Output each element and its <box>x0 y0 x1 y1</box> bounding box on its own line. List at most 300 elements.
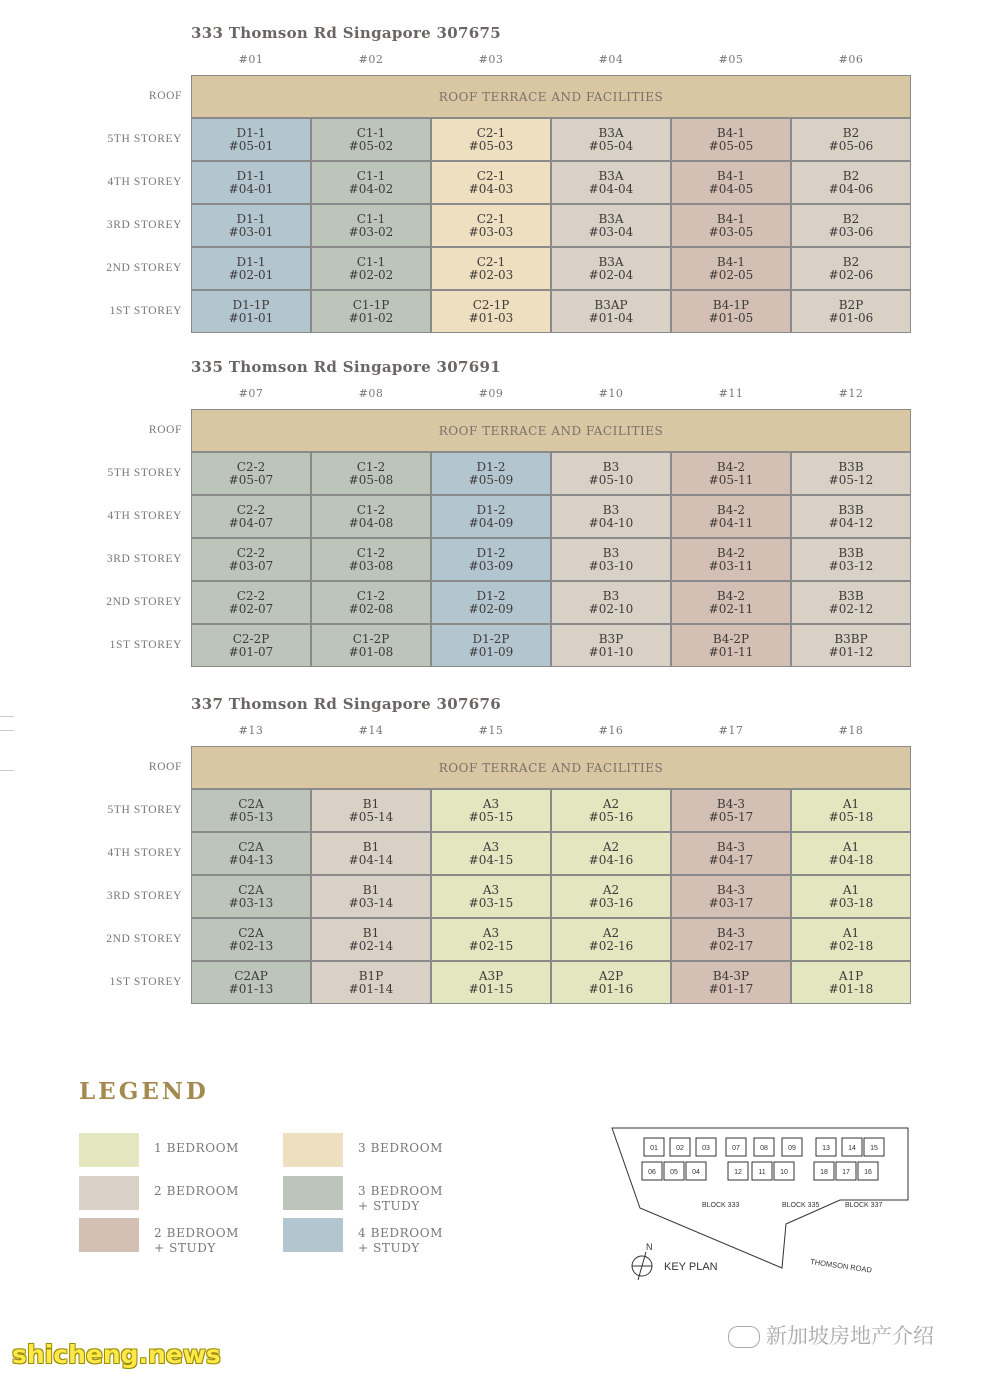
legend-swatch <box>79 1176 139 1210</box>
unit-type: C1-1P <box>352 297 390 312</box>
unit-number: #04-18 <box>828 852 874 867</box>
unit-cell <box>311 624 431 667</box>
wechat-icon <box>728 1326 760 1348</box>
unit-type: B3 <box>602 502 620 517</box>
unit-number: #02-05 <box>708 267 754 282</box>
unit-cell <box>191 204 311 247</box>
unit-cell <box>551 290 671 333</box>
stack-header: #12 <box>838 387 864 400</box>
unit-number: #04-10 <box>588 515 634 530</box>
unit-cell <box>551 789 671 832</box>
storey-label: 3RD STOREY <box>106 553 182 565</box>
unit-number: #03-08 <box>348 558 394 573</box>
unit-type: B4-1P <box>712 297 750 312</box>
unit-type: B4-2 <box>716 545 746 560</box>
unit-cell <box>431 118 551 161</box>
unit-number: #02-13 <box>228 938 274 953</box>
legend-label <box>154 1141 239 1156</box>
thomson-road-label: THOMSON ROAD <box>809 1257 873 1275</box>
unit-type: C2-2P <box>232 631 270 646</box>
unit-number: #02-01 <box>228 267 274 282</box>
stack-header: #13 <box>238 724 264 737</box>
storey-label: 2ND STOREY <box>106 933 182 945</box>
unit-type: A3 <box>482 925 500 940</box>
legend-label-line1: 4 BEDROOM <box>358 1226 444 1240</box>
unit-number: #02-11 <box>708 601 754 616</box>
key-plan-unit-label: 08 <box>760 1145 768 1152</box>
legend-label-line1: 1 BEDROOM <box>154 1141 240 1155</box>
unit-number: #05-03 <box>468 138 514 153</box>
legend-label <box>358 1226 443 1256</box>
unit-number: #05-05 <box>708 138 754 153</box>
legend-label <box>154 1184 239 1199</box>
unit-cell <box>191 495 311 538</box>
unit-number: #01-09 <box>468 644 514 659</box>
unit-cell <box>671 204 791 247</box>
unit-type: B4-3 <box>716 882 746 897</box>
unit-number: #04-14 <box>348 852 394 867</box>
unit-type: D1-1P <box>232 297 270 312</box>
unit-number: #02-12 <box>828 601 874 616</box>
unit-cell <box>311 875 431 918</box>
unit-type: A2 <box>602 796 620 811</box>
unit-number: #05-02 <box>348 138 394 153</box>
unit-cell <box>551 495 671 538</box>
unit-number: #05-12 <box>828 472 874 487</box>
legend-swatch <box>283 1176 343 1210</box>
unit-cell <box>311 789 431 832</box>
unit-type: B4-1 <box>716 125 746 140</box>
unit-number: #03-09 <box>468 558 514 573</box>
unit-number: #05-10 <box>588 472 634 487</box>
unit-cell <box>671 581 791 624</box>
storey-label: 5TH STOREY <box>107 467 182 479</box>
unit-type: B4-2 <box>716 588 746 603</box>
legend-label-line1: 2 BEDROOM <box>154 1226 240 1240</box>
unit-type: C2-2 <box>236 545 266 560</box>
unit-number: #01-02 <box>348 310 394 325</box>
unit-number: #01-16 <box>588 981 634 996</box>
unit-number: #01-04 <box>588 310 634 325</box>
unit-cell <box>791 247 911 290</box>
unit-type: B2 <box>842 125 860 140</box>
unit-number: #02-02 <box>348 267 394 282</box>
unit-number: #02-07 <box>228 601 274 616</box>
unit-cell <box>671 832 791 875</box>
unit-cell <box>671 961 791 1004</box>
unit-type: C1-1 <box>356 125 386 140</box>
legend-label-line1: 3 BEDROOM <box>358 1184 444 1198</box>
unit-number: #04-11 <box>708 515 754 530</box>
unit-number: #01-05 <box>708 310 754 325</box>
unit-cell <box>431 789 551 832</box>
unit-cell <box>311 452 431 495</box>
unit-type: C1-2 <box>356 545 386 560</box>
key-plan-block-335: BLOCK 335 <box>782 1202 820 1209</box>
unit-cell <box>551 875 671 918</box>
unit-number: #03-01 <box>228 224 274 239</box>
roof-terrace: ROOF TERRACE AND FACILITIES <box>191 75 911 118</box>
unit-type: B1 <box>362 839 380 854</box>
roof-terrace: ROOF TERRACE AND FACILITIES <box>191 409 911 452</box>
unit-type: D1-2P <box>472 631 510 646</box>
legend-label-line2: + STUDY <box>154 1241 216 1255</box>
key-plan-unit-label: 11 <box>758 1169 766 1176</box>
unit-type: B3A <box>598 125 624 140</box>
storey-label: ROOF <box>148 761 182 773</box>
unit-number: #05-14 <box>348 809 394 824</box>
unit-cell <box>671 118 791 161</box>
unit-type: B2 <box>842 168 860 183</box>
unit-cell <box>791 581 911 624</box>
stack-header: #06 <box>838 53 864 66</box>
unit-type: C1-1 <box>356 168 386 183</box>
unit-type: C1-1 <box>356 211 386 226</box>
unit-number: #01-17 <box>708 981 754 996</box>
unit-type: C2A <box>238 925 264 940</box>
unit-number: #04-07 <box>228 515 274 530</box>
unit-number: #02-16 <box>588 938 634 953</box>
unit-cell <box>551 624 671 667</box>
unit-type: A1P <box>838 968 864 983</box>
unit-number: #01-14 <box>348 981 394 996</box>
unit-cell <box>431 161 551 204</box>
edge-mark <box>0 770 14 771</box>
unit-type: B4-1 <box>716 168 746 183</box>
unit-number: #01-10 <box>588 644 634 659</box>
stack-header: #03 <box>478 53 504 66</box>
unit-cell <box>191 452 311 495</box>
unit-cell <box>311 918 431 961</box>
unit-cell <box>191 624 311 667</box>
storey-label: 4TH STOREY <box>107 176 182 188</box>
stack-header: #11 <box>718 387 744 400</box>
legend-swatch <box>79 1218 139 1252</box>
unit-cell <box>191 538 311 581</box>
unit-cell <box>791 538 911 581</box>
storey-label: 5TH STOREY <box>107 804 182 816</box>
unit-number: #03-12 <box>828 558 874 573</box>
key-plan-unit-label: 15 <box>870 1145 878 1152</box>
unit-number: #04-16 <box>588 852 634 867</box>
unit-number: #03-10 <box>588 558 634 573</box>
storey-label: ROOF <box>148 90 182 102</box>
unit-number: #05-04 <box>588 138 634 153</box>
key-plan-unit-label: 12 <box>734 1169 742 1176</box>
key-plan-unit-label: 03 <box>702 1145 710 1152</box>
unit-cell <box>791 832 911 875</box>
unit-type: D1-1 <box>236 254 266 269</box>
edge-mark <box>0 716 14 717</box>
unit-cell <box>191 161 311 204</box>
unit-number: #01-03 <box>468 310 514 325</box>
stack-header: #01 <box>238 53 264 66</box>
unit-cell <box>191 789 311 832</box>
unit-type: C1-2P <box>352 631 390 646</box>
unit-type: B4-3P <box>712 968 750 983</box>
unit-type: B3A <box>598 211 624 226</box>
unit-type: B3B <box>838 588 864 603</box>
unit-cell <box>431 452 551 495</box>
stack-header: #18 <box>838 724 864 737</box>
legend-label-line2: + STUDY <box>358 1199 420 1213</box>
unit-cell <box>311 204 431 247</box>
unit-cell <box>791 495 911 538</box>
unit-cell <box>431 961 551 1004</box>
legend-title: LEGEND <box>79 1078 209 1105</box>
legend-label <box>154 1226 239 1256</box>
unit-cell <box>311 118 431 161</box>
unit-cell <box>431 918 551 961</box>
storey-label: ROOF <box>148 424 182 436</box>
unit-cell <box>311 538 431 581</box>
storey-label: 2ND STOREY <box>106 262 182 274</box>
stack-header: #08 <box>358 387 384 400</box>
key-plan-block-333: BLOCK 333 <box>702 1202 740 1209</box>
unit-type: B4-2P <box>712 631 750 646</box>
storey-label: 3RD STOREY <box>106 219 182 231</box>
north-label: N <box>646 1242 653 1252</box>
unit-type: D1-2 <box>476 588 506 603</box>
unit-cell <box>671 875 791 918</box>
unit-cell <box>311 290 431 333</box>
unit-number: #03-06 <box>828 224 874 239</box>
unit-number: #03-18 <box>828 895 874 910</box>
unit-type: C2-1 <box>476 168 506 183</box>
key-plan-unit-label: 13 <box>822 1145 830 1152</box>
storey-label: 4TH STOREY <box>107 847 182 859</box>
unit-cell <box>191 118 311 161</box>
unit-type: A1 <box>842 925 860 940</box>
unit-type: C2-1P <box>472 297 510 312</box>
unit-type: B1 <box>362 796 380 811</box>
unit-cell <box>551 581 671 624</box>
unit-number: #01-12 <box>828 644 874 659</box>
unit-cell <box>191 961 311 1004</box>
stack-header: #17 <box>718 724 744 737</box>
block-title: 333 Thomson Rd Singapore 307675 <box>191 24 501 42</box>
key-plan-unit-label: 18 <box>820 1169 828 1176</box>
unit-number: #01-08 <box>348 644 394 659</box>
storey-label: 2ND STOREY <box>106 596 182 608</box>
unit-number: #02-18 <box>828 938 874 953</box>
key-plan-diagram <box>610 1122 910 1282</box>
legend-label-line1: 2 BEDROOM <box>154 1184 240 1198</box>
unit-type: B1P <box>358 968 384 983</box>
unit-cell <box>551 204 671 247</box>
unit-cell <box>671 247 791 290</box>
unit-cell <box>311 161 431 204</box>
unit-type: B3 <box>602 459 620 474</box>
unit-number: #04-08 <box>348 515 394 530</box>
key-plan-unit-label: 07 <box>732 1145 740 1152</box>
unit-type: B2P <box>838 297 864 312</box>
unit-cell <box>431 204 551 247</box>
unit-number: #04-09 <box>468 515 514 530</box>
unit-number: #03-11 <box>708 558 754 573</box>
unit-number: #04-01 <box>228 181 274 196</box>
unit-type: B3A <box>598 254 624 269</box>
unit-cell <box>671 789 791 832</box>
unit-cell <box>791 204 911 247</box>
unit-type: C2AP <box>234 968 268 983</box>
storey-label: 4TH STOREY <box>107 510 182 522</box>
unit-number: #03-15 <box>468 895 514 910</box>
unit-type: B3BP <box>834 631 868 646</box>
unit-cell <box>431 247 551 290</box>
unit-type: C1-2 <box>356 588 386 603</box>
unit-cell <box>551 538 671 581</box>
unit-number: #05-06 <box>828 138 874 153</box>
unit-cell <box>671 290 791 333</box>
unit-number: #04-12 <box>828 515 874 530</box>
unit-cell <box>791 961 911 1004</box>
storey-label: 1ST STOREY <box>109 305 182 317</box>
unit-number: #01-13 <box>228 981 274 996</box>
unit-number: #02-04 <box>588 267 634 282</box>
unit-type: B1 <box>362 882 380 897</box>
unit-type: C1-1 <box>356 254 386 269</box>
unit-type: B4-3 <box>716 925 746 940</box>
unit-cell <box>671 538 791 581</box>
unit-number: #01-01 <box>228 310 274 325</box>
unit-cell <box>431 538 551 581</box>
unit-cell <box>791 161 911 204</box>
unit-cell <box>551 161 671 204</box>
unit-number: #04-03 <box>468 181 514 196</box>
unit-number: #01-07 <box>228 644 274 659</box>
unit-number: #03-05 <box>708 224 754 239</box>
unit-type: B2 <box>842 254 860 269</box>
unit-number: #02-15 <box>468 938 514 953</box>
unit-type: B3B <box>838 545 864 560</box>
unit-type: C1-2 <box>356 502 386 517</box>
legend-swatch <box>283 1218 343 1252</box>
key-plan-unit-label: 16 <box>864 1169 872 1176</box>
unit-type: C2-1 <box>476 254 506 269</box>
unit-type: A2 <box>602 882 620 897</box>
unit-cell <box>791 624 911 667</box>
unit-number: #01-15 <box>468 981 514 996</box>
key-plan-unit-label: 04 <box>692 1169 700 1176</box>
key-plan-unit-label: 14 <box>848 1145 856 1152</box>
unit-cell <box>671 161 791 204</box>
unit-type: D1-2 <box>476 459 506 474</box>
edge-mark <box>0 730 14 731</box>
unit-type: D1-2 <box>476 545 506 560</box>
unit-cell <box>431 832 551 875</box>
unit-type: A3 <box>482 796 500 811</box>
unit-number: #05-07 <box>228 472 274 487</box>
stack-header: #02 <box>358 53 384 66</box>
unit-cell <box>671 918 791 961</box>
unit-number: #05-13 <box>228 809 274 824</box>
unit-number: #01-18 <box>828 981 874 996</box>
unit-type: C2-1 <box>476 125 506 140</box>
unit-type: A3P <box>478 968 504 983</box>
unit-type: B4-2 <box>716 502 746 517</box>
unit-cell <box>431 875 551 918</box>
legend-label <box>358 1184 443 1214</box>
unit-cell <box>191 581 311 624</box>
legend-label <box>358 1141 443 1156</box>
unit-number: #04-04 <box>588 181 634 196</box>
unit-cell <box>551 918 671 961</box>
storey-label: 1ST STOREY <box>109 976 182 988</box>
unit-type: C2-1 <box>476 211 506 226</box>
unit-number: #03-16 <box>588 895 634 910</box>
stack-header: #04 <box>598 53 624 66</box>
unit-number: #03-02 <box>348 224 394 239</box>
unit-cell <box>791 452 911 495</box>
storey-label: 1ST STOREY <box>109 639 182 651</box>
unit-number: #03-04 <box>588 224 634 239</box>
unit-type: A2P <box>598 968 624 983</box>
unit-type: A2 <box>602 925 620 940</box>
stack-header: #07 <box>238 387 264 400</box>
unit-type: C2-2 <box>236 588 266 603</box>
unit-number: #05-08 <box>348 472 394 487</box>
unit-number: #05-16 <box>588 809 634 824</box>
unit-cell <box>311 495 431 538</box>
unit-number: #03-13 <box>228 895 274 910</box>
unit-number: #02-09 <box>468 601 514 616</box>
unit-type: C2A <box>238 796 264 811</box>
unit-type: D1-1 <box>236 168 266 183</box>
unit-type: B4-3 <box>716 796 746 811</box>
unit-cell <box>191 918 311 961</box>
unit-type: B4-1 <box>716 254 746 269</box>
key-plan-unit-label: 06 <box>648 1169 656 1176</box>
unit-number: #05-09 <box>468 472 514 487</box>
roof-terrace: ROOF TERRACE AND FACILITIES <box>191 746 911 789</box>
unit-cell <box>551 118 671 161</box>
unit-cell <box>551 832 671 875</box>
legend-swatch <box>79 1133 139 1167</box>
unit-number: #02-06 <box>828 267 874 282</box>
unit-type: B3A <box>598 168 624 183</box>
unit-cell <box>191 247 311 290</box>
unit-number: #04-05 <box>708 181 754 196</box>
unit-cell <box>791 918 911 961</box>
unit-number: #02-17 <box>708 938 754 953</box>
unit-type: B4-2 <box>716 459 746 474</box>
key-plan-label: KEY PLAN <box>664 1261 718 1273</box>
legend-label-line1: 3 BEDROOM <box>358 1141 444 1155</box>
unit-type: C2-2 <box>236 459 266 474</box>
watermark: shicheng.news <box>12 1340 221 1369</box>
unit-cell <box>551 961 671 1004</box>
unit-cell <box>191 875 311 918</box>
unit-number: #04-17 <box>708 852 754 867</box>
unit-type: C1-2 <box>356 459 386 474</box>
unit-number: #01-06 <box>828 310 874 325</box>
unit-number: #05-17 <box>708 809 754 824</box>
legend-swatch <box>283 1133 343 1167</box>
block-title: 335 Thomson Rd Singapore 307691 <box>191 358 501 376</box>
stack-header: #16 <box>598 724 624 737</box>
unit-cell <box>671 624 791 667</box>
key-plan-unit-label: 17 <box>842 1169 850 1176</box>
unit-number: #05-01 <box>228 138 274 153</box>
unit-number: #02-03 <box>468 267 514 282</box>
block-title: 337 Thomson Rd Singapore 307676 <box>191 695 501 713</box>
unit-cell <box>791 118 911 161</box>
unit-cell <box>671 452 791 495</box>
unit-cell <box>791 875 911 918</box>
legend-label-line2: + STUDY <box>358 1241 420 1255</box>
unit-number: #03-14 <box>348 895 394 910</box>
